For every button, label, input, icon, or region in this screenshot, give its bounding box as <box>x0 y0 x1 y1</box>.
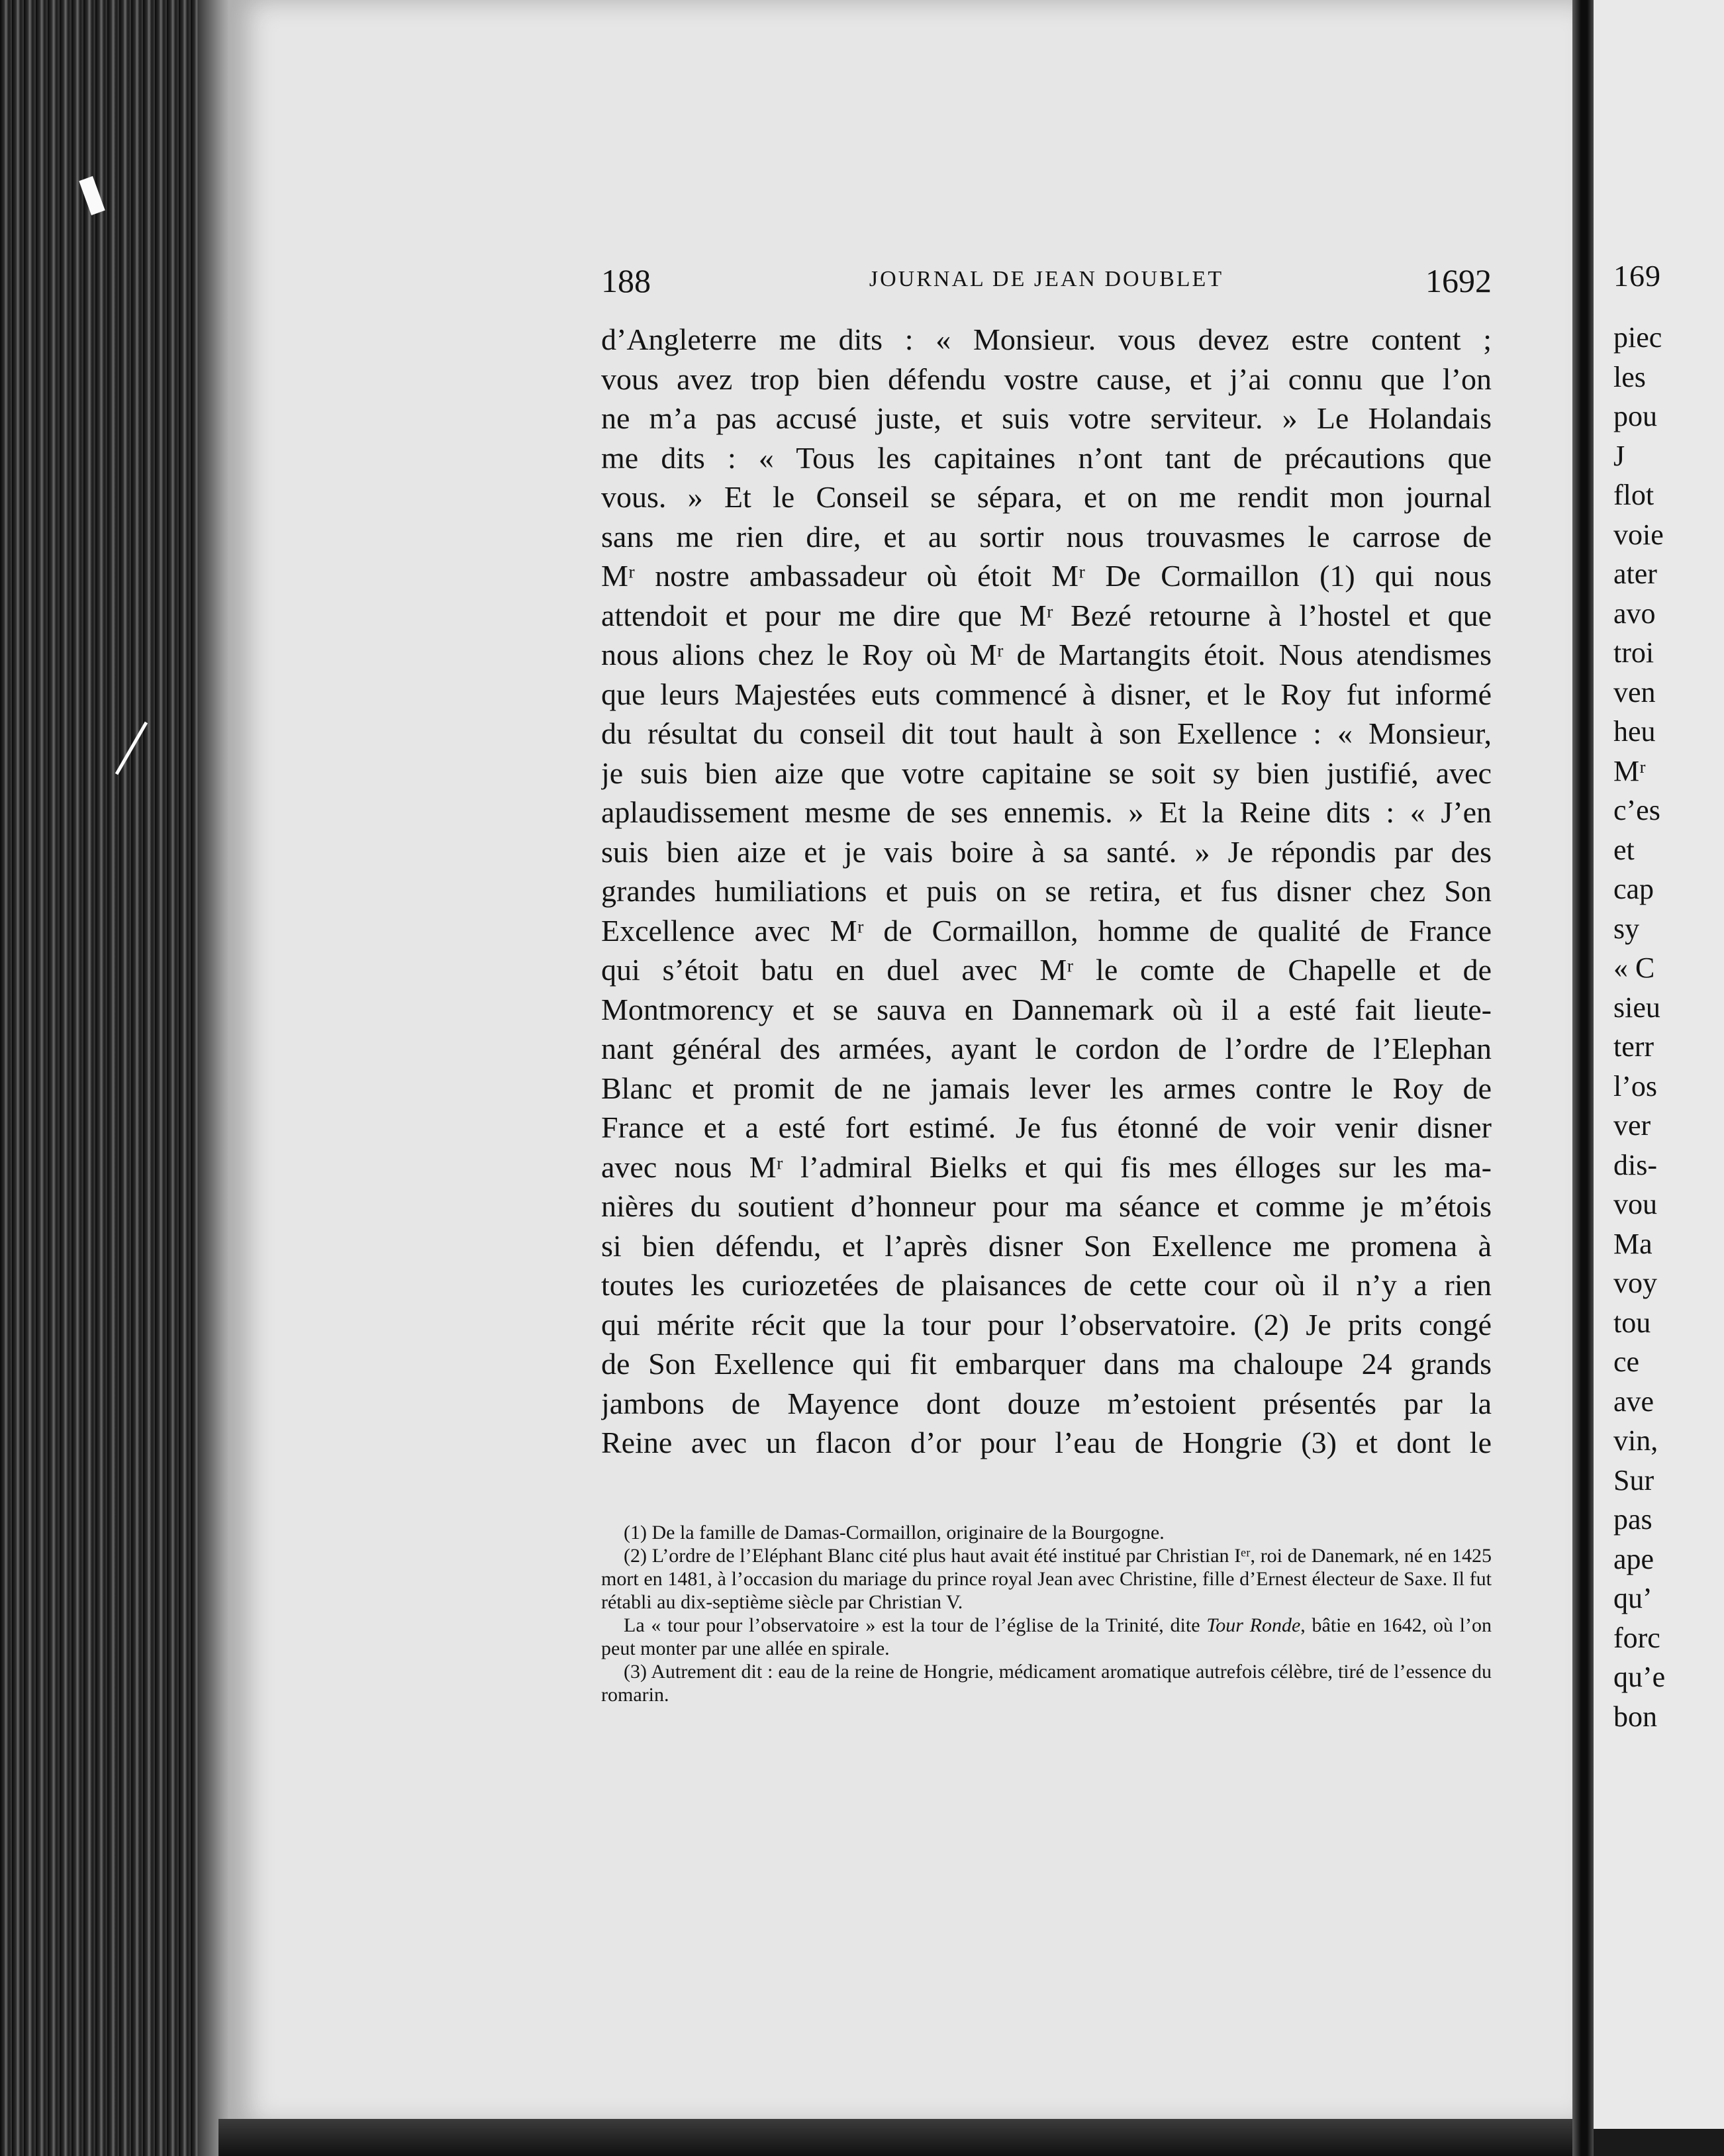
text-line: nous alions chez le Roy où Mʳ de Martangits étoit. Nous atendismes <box>601 638 1492 671</box>
next-line: ver <box>1613 1109 1651 1142</box>
next-line: heu <box>1613 715 1656 748</box>
text-line: je suis bien aize que votre capitaine se soit sy bien justifié, avec <box>601 756 1492 790</box>
next-line: troi <box>1613 636 1654 669</box>
next-line: sy <box>1613 912 1640 945</box>
text-line: toutes les curiozetées de plaisances de cette cour où il n’y a rien <box>601 1268 1492 1302</box>
next-line: qu’e <box>1613 1661 1666 1693</box>
text-line: Excellence avec Mʳ de Cormaillon, homme de qualité de France <box>601 913 1492 948</box>
text-line: que leurs Majestées euts commencé à disner, et le Roy fut informé <box>601 677 1492 711</box>
next-line: sieu <box>1613 991 1660 1024</box>
next-line: tou <box>1613 1306 1651 1339</box>
running-title: JOURNAL DE JEAN DOUBLET <box>869 267 1224 291</box>
footnotes <box>601 1521 1492 1706</box>
footnote-2b-prefix: La « tour pour l’observatoire » est la tour de l’église de la Trinité, dite <box>624 1614 1207 1636</box>
text-line: aplaudissement mesme de ses ennemis. » Et la Reine dits : « J’en <box>601 795 1492 829</box>
book-spine-edges <box>0 0 218 2156</box>
next-line: ater <box>1613 558 1657 590</box>
text-line: attendoit et pour me dire que Mʳ Bezé retourne à l’hostel et que <box>601 598 1492 632</box>
text-line: vous. » Et le Conseil se sépara, et on me rendit mon journal <box>601 480 1492 514</box>
next-line: voie <box>1613 518 1664 551</box>
text-line: nières du soutient d’honneur pour ma séance et comme je m’étois <box>601 1189 1492 1223</box>
next-line: avo <box>1613 597 1656 630</box>
footnote-2b-italic: Tour Ronde <box>1206 1614 1301 1636</box>
text-line: avec nous Mʳ l’admiral Bielks et qui fis mes élloges sur les ma- <box>601 1150 1492 1184</box>
text-line: jambons de Mayence dont douze m’estoient présentés par la <box>601 1386 1492 1420</box>
text-line: Blanc et promit de ne jamais lever les armes contre le Roy de <box>601 1071 1492 1105</box>
next-line: dis- <box>1613 1148 1657 1181</box>
next-line: c’es <box>1613 794 1660 826</box>
text-line: qui s’étoit batu en duel avec Mʳ le comte de Chapelle et de <box>601 953 1492 987</box>
text-line: de Son Exellence qui fit embarquer dans ma chaloupe 24 grands <box>601 1347 1492 1381</box>
text-line: ne m’a pas accusé juste, et suis votre serviteur. » Le Holandais <box>601 401 1492 435</box>
next-line: et <box>1613 833 1635 866</box>
text-line: vous avez trop bien défendu vostre cause, et j’ai connu que l’on <box>601 362 1492 396</box>
text-line: suis bien aize et je vais boire à sa santé. » Je répondis par des <box>601 834 1492 869</box>
next-line: bon <box>1613 1700 1657 1733</box>
text-line: du résultat du conseil dit tout hault à son Exellence : « Monsieur, <box>601 716 1492 750</box>
body-text <box>601 320 1492 1463</box>
text-line: qui mérite récit que la tour pour l’observatoire. (2) Je prits congé <box>601 1307 1492 1342</box>
next-line: voy <box>1613 1267 1657 1299</box>
text-line: France et a esté fort estimé. Je fus étonné de voir venir disner <box>601 1110 1492 1144</box>
next-line: vou <box>1613 1188 1657 1220</box>
footnote-2: (2) L’ordre de l’Eléphant Blanc cité plus haut avait été institué par Christian Iᵉʳ, roi de Danemark, né en 1425 mort en 1481, à l’occasion du mariage du prince royal Jean avec Christine, fille d’Ernest électeur de Saxe. Il fut rétabli au dix-septième siècle par Christian V. <box>601 1545 1492 1613</box>
next-line: ave <box>1613 1385 1654 1418</box>
next-page <box>1594 0 1724 2129</box>
next-line: ce <box>1613 1346 1640 1378</box>
next-line: l’os <box>1613 1069 1657 1102</box>
next-line: ven <box>1613 675 1656 709</box>
next-line: ape <box>1613 1542 1654 1575</box>
footnote-1: (1) De la famille de Damas-Cormaillon, originaire de la Bourgogne. <box>624 1522 1165 1544</box>
footnote-3: (3) Autrement dit : eau de la reine de Hongrie, médicament aromatique autrefois célèbre, tiré de l’essence du romarin. <box>601 1661 1492 1706</box>
next-line: terr <box>1613 1030 1654 1063</box>
page-gutter <box>1572 0 1594 2156</box>
next-line: « C <box>1613 952 1655 984</box>
next-line: forc <box>1613 1621 1660 1654</box>
text-line: Reine avec un flacon d’or pour l’eau de Hongrie (3) et dont le <box>601 1426 1492 1459</box>
text-line: Montmorency et se sauva en Dannemark où il a esté fait lieute- <box>601 992 1492 1026</box>
running-year: 1692 <box>1425 262 1492 299</box>
next-line: les <box>1613 360 1646 393</box>
next-line: flot <box>1613 479 1654 511</box>
text-line: nant général des armées, ayant le cordon de l’ordre de l’Elephan <box>601 1032 1492 1065</box>
text-line: Mʳ nostre ambassadeur où étoit Mʳ De Cormaillon (1) qui nous <box>601 559 1492 593</box>
next-line: pas <box>1613 1503 1652 1536</box>
next-line: vin, <box>1613 1424 1658 1457</box>
next-line: J <box>1613 439 1625 472</box>
next-line: cap <box>1613 873 1654 905</box>
page-number: 188 <box>601 262 651 299</box>
next-line: Mʳ <box>1613 754 1646 787</box>
next-line: Ma <box>1613 1227 1652 1260</box>
running-head <box>601 262 1492 301</box>
next-line: qu’ <box>1613 1582 1652 1614</box>
page-bottom-edge <box>218 2119 1582 2156</box>
next-line: pou <box>1613 400 1657 432</box>
footnote-2b-suffix: , bâtie en 1642, où l’on peut monter par une allée en spirale. <box>601 1614 1492 1659</box>
text-line: me dits : « Tous les capitaines n’ont tant de précautions que <box>601 440 1492 475</box>
next-page-header: 169 <box>1613 259 1661 293</box>
next-line: piec <box>1613 321 1662 354</box>
text-line: grandes humiliations et puis on se retira, et fus disner chez Son <box>601 874 1492 908</box>
text-line: d’Angleterre me dits : « Monsieur. vous devez estre content ; <box>601 322 1492 356</box>
next-line: Sur <box>1613 1463 1654 1496</box>
text-line: si bien défendu, et l’après disner Son Exellence me promena à <box>601 1228 1492 1263</box>
next-page-lines <box>1613 318 1665 1736</box>
text-line: sans me rien dire, et au sortir nous trouvasmes le carrose de <box>601 519 1492 554</box>
footnote-2-continued <box>601 1614 1492 1660</box>
